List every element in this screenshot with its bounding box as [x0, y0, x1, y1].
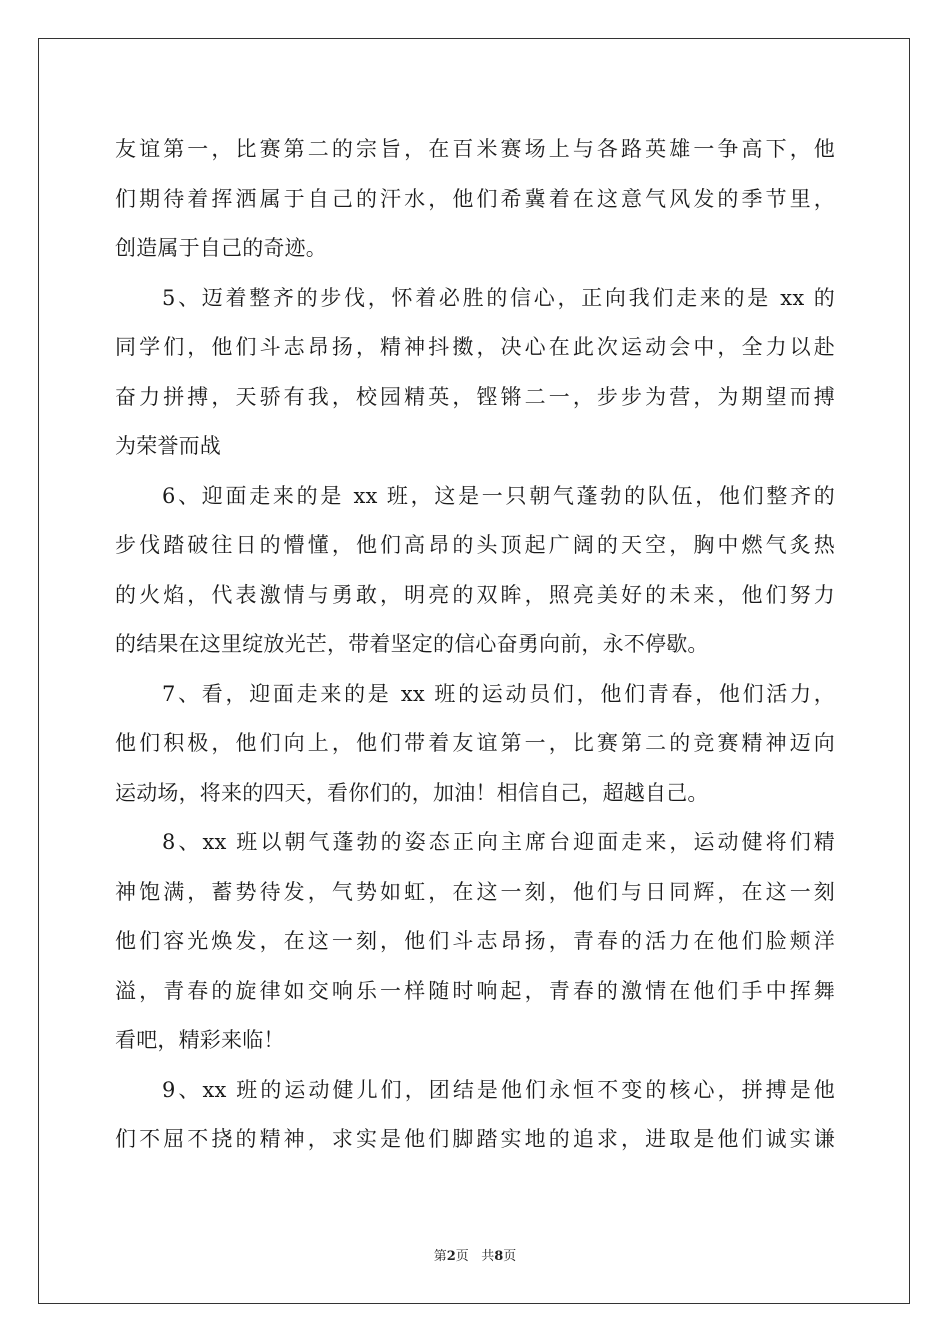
paragraph-7-first-line: 7、看，迎面走来的是 xx 班的运动员们，他们青春，他们活力，: [162, 681, 835, 706]
text-line: 运动场，将来的四天，看你们的，加油！相信自己，超越自己。: [115, 780, 709, 805]
total-pages: 8: [494, 1249, 504, 1264]
text-line: 同学们，他们斗志昂扬，精神抖擞，决心在此次运动会中，全力以赴: [115, 335, 835, 359]
document-body: [115, 125, 835, 1165]
text-line: 步伐踏破往日的懵懂，他们高昂的头顶起广阔的天空，胸中燃气炙热: [115, 533, 835, 557]
text-line: 们期待着挥洒属于自己的汗水，他们希冀着在这意气风发的季节里，: [115, 186, 835, 211]
total-suffix: 页: [503, 1249, 517, 1264]
paragraph-8-first-line: 8、xx 班以朝气蓬勃的姿态正向主席台迎面走来，运动健将们精: [162, 830, 835, 854]
paragraph-9-first-line: 9、xx 班的运动健儿们，团结是他们永恒不变的核心，拼搏是他: [162, 1077, 835, 1102]
text-line: 溢，青春的旋律如交响乐一样随时响起，青春的激情在他们手中挥舞: [115, 978, 835, 1003]
text-line: 神饱满，蓄势待发，气势如虹，在这一刻，他们与日同辉，在这一刻: [115, 879, 835, 904]
paragraph-5-first-line: 5、迈着整齐的步伐，怀着必胜的信心，正向我们走来的是 xx 的: [162, 285, 835, 310]
text-line: 的结果在这里绽放光芒，带着坚定的信心奋勇向前，永不停歇。: [115, 632, 709, 656]
text-line: 们不屈不挠的精神，求实是他们脚踏实地的追求，进取是他们诚实谦: [115, 1127, 835, 1151]
total-prefix: 共: [481, 1249, 495, 1264]
text-line: 他们积极，他们向上，他们带着友谊第一，比赛第二的竞赛精神迈向: [115, 731, 835, 755]
page-prefix: 第: [433, 1249, 447, 1264]
page-footer: [0, 1245, 950, 1264]
page-suffix: 页: [455, 1249, 469, 1264]
text-line: 为荣誉而战: [115, 434, 221, 458]
text-line: 的火焰，代表激情与勇敢，明亮的双眸，照亮美好的未来，他们努力: [115, 582, 835, 607]
text-line: 他们容光焕发，在这一刻，他们斗志昂扬，青春的活力在他们脸颊洋: [115, 929, 835, 953]
text-line: 奋力拼搏，天骄有我，校园精英，铿锵二一，步步为营，为期望而搏: [115, 384, 835, 409]
text-line: 友谊第一，比赛第二的宗旨，在百米赛场上与各路英雄一争高下，他: [115, 137, 835, 161]
text-line: 看吧，精彩来临！: [115, 1028, 285, 1052]
page-number: 2: [446, 1249, 456, 1264]
paragraph-6-first-line: 6、迎面走来的是 xx 班，这是一只朝气蓬勃的队伍，他们整齐的: [162, 483, 835, 508]
text-line: 创造属于自己的奇迹。: [115, 236, 327, 260]
